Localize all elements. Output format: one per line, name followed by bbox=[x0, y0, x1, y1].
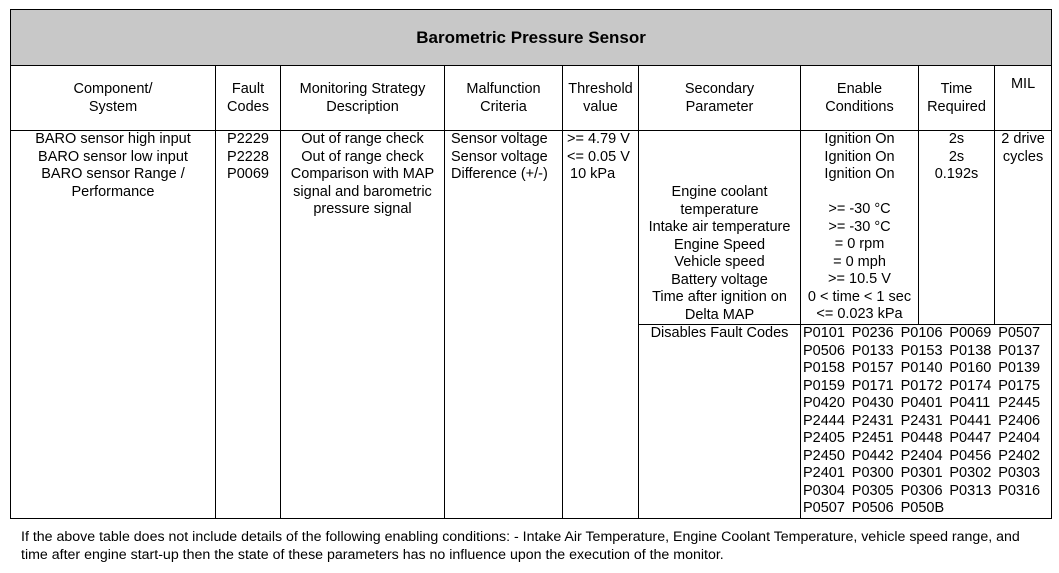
header-component: Component/ System bbox=[11, 66, 216, 131]
disables-code-row bbox=[803, 500, 1051, 518]
fault-code: P0441 bbox=[949, 412, 992, 429]
fault-code: P2445 bbox=[998, 395, 1041, 411]
cell-enable-conditions: Ignition On Ignition On Ignition On >= -30 °C >= -30 °C = 0 rpm = 0 mph >= 10.5 V 0 < time < 1 sec <= 0.023 kPa bbox=[801, 131, 919, 325]
fault-code: P0171 bbox=[851, 377, 894, 394]
table-title: Barometric Pressure Sensor bbox=[11, 10, 1052, 66]
header-time-required: Time Required bbox=[919, 66, 995, 131]
disables-code-row bbox=[803, 413, 1051, 431]
fault-code: P0447 bbox=[949, 430, 992, 446]
disables-fault-codes-label: Disables Fault Codes bbox=[639, 325, 801, 519]
fault-code: P2404 bbox=[900, 447, 943, 464]
fault-code: P0172 bbox=[900, 377, 943, 394]
fault-code: P0137 bbox=[998, 342, 1041, 359]
disables-code-row bbox=[803, 465, 1051, 483]
fault-code: P2402 bbox=[998, 447, 1041, 464]
disables-code-row bbox=[803, 483, 1051, 501]
disables-fault-codes-list bbox=[801, 325, 1052, 519]
fault-code: P0313 bbox=[949, 482, 992, 499]
fault-code: P0236 bbox=[851, 325, 894, 341]
fault-code: P0140 bbox=[900, 360, 943, 376]
disables-code-row bbox=[803, 430, 1051, 448]
disables-code-row bbox=[803, 343, 1051, 361]
fault-code: P0175 bbox=[998, 377, 1041, 394]
header-threshold-value: Threshold value bbox=[563, 66, 639, 131]
fault-code: P0506 bbox=[851, 500, 894, 516]
fault-code: P0420 bbox=[803, 395, 845, 411]
fault-code: P0411 bbox=[949, 395, 991, 411]
fault-code: P0448 bbox=[900, 430, 943, 446]
fault-code: P0301 bbox=[900, 465, 943, 481]
header-mil: MIL bbox=[995, 66, 1052, 131]
cell-threshold-value: >= 4.79 V <= 0.05 V 10 kPa bbox=[563, 131, 639, 519]
fault-code: P0306 bbox=[900, 482, 943, 499]
fault-code: P0160 bbox=[949, 360, 992, 376]
header-secondary-parameter: Secondary Parameter bbox=[639, 66, 801, 131]
table-row bbox=[11, 131, 1052, 325]
cell-component: BARO sensor high input BARO sensor low input BARO sensor Range / Performance bbox=[11, 131, 216, 519]
fault-code: P2451 bbox=[851, 430, 894, 446]
cell-fault-codes: P2229 P2228 P0069 bbox=[216, 131, 281, 519]
fault-code: P2404 bbox=[998, 430, 1041, 446]
header-monitoring-strategy: Monitoring Strategy Description bbox=[281, 66, 445, 131]
fault-code: P0157 bbox=[851, 360, 894, 376]
cell-time-required: 2s 2s 0.192s bbox=[919, 131, 995, 325]
fault-code: P2431 bbox=[900, 412, 943, 429]
fault-code: P2405 bbox=[803, 430, 845, 446]
fault-code: P0430 bbox=[851, 395, 894, 411]
cell-malfunction-criteria: Sensor voltage Sensor voltage Difference (+/-) bbox=[445, 131, 563, 519]
fault-code: P050B bbox=[900, 500, 945, 516]
fault-code: P0302 bbox=[949, 465, 992, 481]
fault-code: P0069 bbox=[949, 325, 992, 341]
fault-code: P0106 bbox=[900, 325, 943, 341]
cell-secondary-parameter: Engine coolant temperature Intake air temperature Engine Speed Vehicle speed Battery voltage Time after ignition on Delta MAP bbox=[639, 131, 801, 325]
disables-code-row bbox=[803, 378, 1051, 396]
fault-code: P0159 bbox=[803, 377, 845, 394]
fault-code: P2444 bbox=[803, 412, 845, 429]
footnote: If the above table does not include details of the following enabling conditions: - Intake Air Temperature, Engine Coolant Temperature, vehicle speed range, and time after engine start-up then the state of these parameters has no influence upon the execution of the monitor. bbox=[21, 529, 1020, 563]
header-enable-conditions: Enable Conditions bbox=[801, 66, 919, 131]
cell-mil: 2 drive cycles bbox=[995, 131, 1052, 325]
disables-code-row bbox=[803, 448, 1051, 466]
fault-code: P0506 bbox=[803, 342, 845, 359]
disables-code-row bbox=[803, 395, 1051, 413]
fault-code: P0507 bbox=[998, 325, 1041, 341]
disables-code-row bbox=[803, 325, 1051, 343]
fault-code: P0442 bbox=[851, 447, 894, 464]
fault-code: P0174 bbox=[949, 377, 992, 394]
fault-code: P0138 bbox=[949, 342, 992, 359]
fault-code: P2401 bbox=[803, 465, 845, 481]
cell-monitoring-strategy: Out of range check Out of range check Comparison with MAP signal and barometric pressure signal bbox=[281, 131, 445, 519]
fault-code: P0139 bbox=[998, 360, 1041, 376]
fault-code: P0300 bbox=[851, 465, 894, 481]
monitor-table bbox=[10, 9, 1052, 519]
fault-code: P0401 bbox=[900, 395, 943, 411]
fault-code: P0316 bbox=[998, 482, 1041, 499]
header-malfunction-criteria: Malfunction Criteria bbox=[445, 66, 563, 131]
fault-code: P0133 bbox=[851, 342, 894, 359]
fault-code: P0158 bbox=[803, 360, 845, 376]
fault-code: P2450 bbox=[803, 447, 845, 464]
fault-code: P0101 bbox=[803, 325, 845, 341]
header-row bbox=[11, 66, 1052, 131]
fault-code: P2431 bbox=[851, 412, 894, 429]
header-fault-codes: Fault Codes bbox=[216, 66, 281, 131]
fault-code: P0304 bbox=[803, 482, 845, 499]
disables-code-row bbox=[803, 360, 1051, 378]
fault-code: P0456 bbox=[949, 447, 992, 464]
fault-code: P2406 bbox=[998, 412, 1041, 429]
fault-code: P0507 bbox=[803, 500, 845, 516]
fault-code: P0303 bbox=[998, 465, 1041, 481]
fault-code: P0305 bbox=[851, 482, 894, 499]
fault-code: P0153 bbox=[900, 342, 943, 359]
